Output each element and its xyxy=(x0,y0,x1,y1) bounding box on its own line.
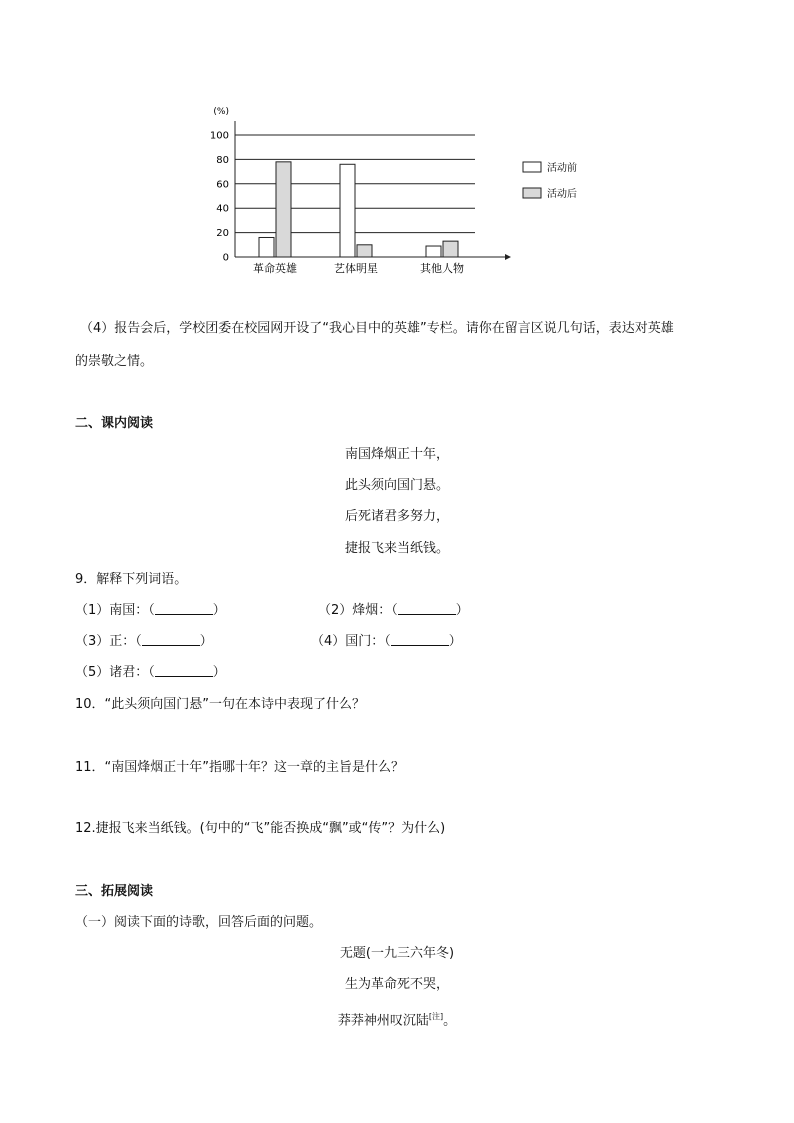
answer-blank[interactable] xyxy=(155,664,213,677)
poem-line-2b-end: 。 xyxy=(443,1013,457,1029)
q9-item-3 xyxy=(75,633,213,651)
section-3-title: 三、拓展阅读 xyxy=(75,884,154,899)
poem-line-2: 此头须向国门悬。 xyxy=(344,478,449,493)
q9-item-4-close: ） xyxy=(448,634,462,649)
x-tick-label: 革命英雄 xyxy=(253,262,297,275)
answer-blank[interactable] xyxy=(398,602,456,615)
question-4-line-2: 的崇敬之情。 xyxy=(75,354,154,369)
q9-item-1 xyxy=(75,602,226,620)
q9-item-5-close: ） xyxy=(212,665,226,680)
poem-line-4: 捷报飞来当纸钱。 xyxy=(344,541,449,556)
legend-label: 活动后 xyxy=(547,189,577,200)
legend-swatch xyxy=(523,162,541,172)
poem-line-3: 后死诸君多努力， xyxy=(344,509,449,524)
q9-item-2-label: （2）烽烟：（ xyxy=(318,603,398,618)
bar xyxy=(443,241,458,257)
x-tick-label: 艺体明星 xyxy=(334,262,378,275)
x-tick-label: 其他人物 xyxy=(420,262,464,275)
y-tick-label: 20 xyxy=(216,228,229,240)
q9-item-5 xyxy=(75,664,226,682)
y-tick-label: 40 xyxy=(216,203,229,215)
poem-title: 无题(一九三六年冬) xyxy=(339,946,455,961)
y-tick-label: 100 xyxy=(209,130,229,142)
y-tick-label: 80 xyxy=(216,154,229,166)
question-4-line-1: （4）报告会后，学校团委在校园网开设了“我心目中的英雄”专栏。请你在留言区说几句话，表达对英雄 xyxy=(80,321,674,336)
q9-item-2 xyxy=(318,602,469,620)
question-10: 10．“此头须向国门悬”一句在本诗中表现了什么？ xyxy=(75,697,366,712)
poem-line-1: 南国烽烟正十年， xyxy=(344,447,449,462)
q9-item-1-label: （1）南国：（ xyxy=(75,603,155,618)
bar xyxy=(357,245,372,257)
bar-chart xyxy=(195,97,595,282)
question-11: 11．“南国烽烟正十年”指哪十年？这一章的主旨是什么？ xyxy=(75,760,405,775)
poem-line-2b-text: 莽莽神州叹沉陆 xyxy=(337,1013,429,1029)
y-tick-label: 0 xyxy=(222,252,229,264)
y-axis-unit: (%) xyxy=(213,107,229,117)
q9-item-3-close: ） xyxy=(199,634,213,649)
bar xyxy=(276,162,291,257)
q9-item-4 xyxy=(311,633,462,651)
q9-item-4-label: （4）国门：（ xyxy=(311,634,391,649)
answer-blank[interactable] xyxy=(142,633,200,646)
bar xyxy=(426,246,441,257)
q9-item-1-close: ） xyxy=(212,603,226,618)
q9-item-5-label: （5）诸君：（ xyxy=(75,665,155,680)
section-3-intro: （一）阅读下面的诗歌，回答后面的问题。 xyxy=(75,915,323,930)
q9-item-2-close: ） xyxy=(455,603,469,618)
legend-swatch xyxy=(523,188,541,198)
poem-line-2b xyxy=(0,1008,794,1030)
bar xyxy=(259,237,274,257)
footnote-mark: [注] xyxy=(428,1012,444,1021)
question-12: 12.捷报飞来当纸钱。(句中的“飞”能否换成“飘”或“传”？为什么) xyxy=(75,821,446,836)
answer-blank[interactable] xyxy=(155,602,213,615)
legend-label: 活动前 xyxy=(547,163,577,174)
section-2-title: 二、课内阅读 xyxy=(75,416,154,431)
poem-line-1b: 生为革命死不哭， xyxy=(344,977,449,992)
q9-item-3-label: （3）正：（ xyxy=(75,634,142,649)
x-axis-arrow xyxy=(505,254,511,260)
question-9-stem: 9．解释下列词语。 xyxy=(75,572,188,587)
bar xyxy=(340,164,355,257)
answer-blank[interactable] xyxy=(391,633,449,646)
y-tick-label: 60 xyxy=(216,179,229,191)
